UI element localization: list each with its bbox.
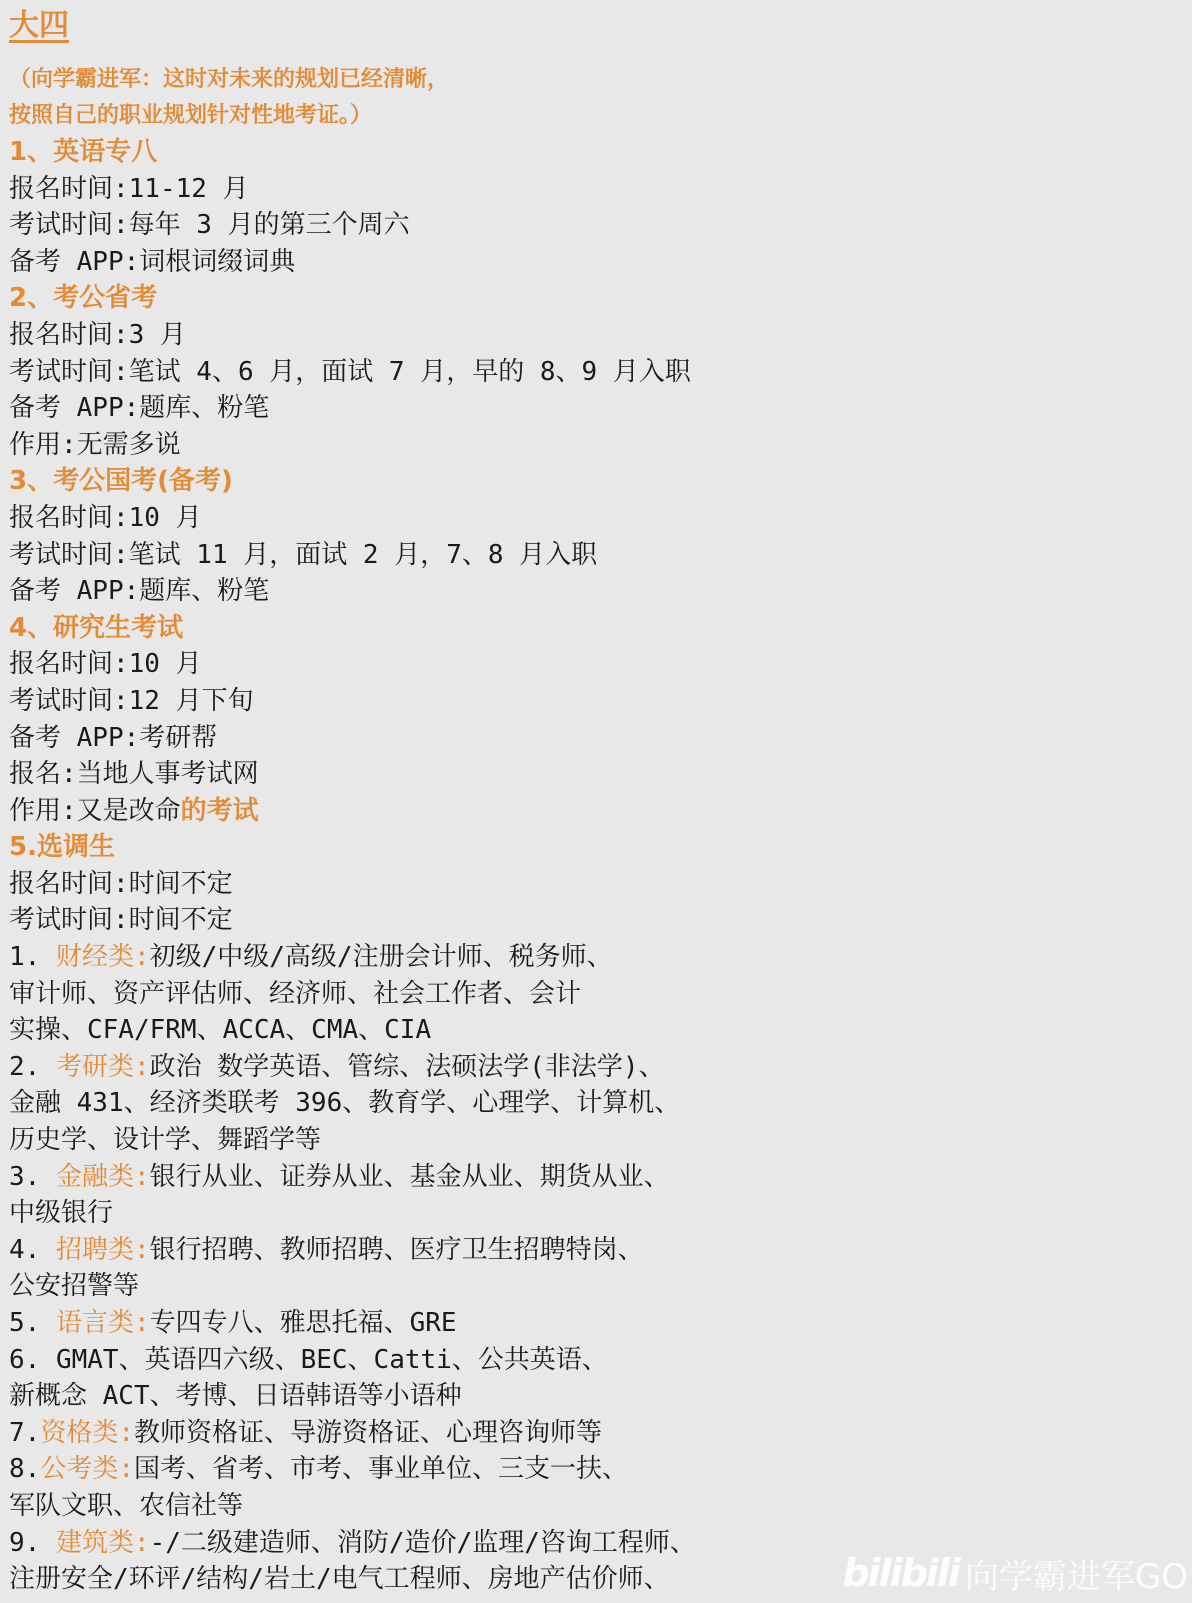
category-label: 金融类: bbox=[55, 1161, 150, 1192]
category-continuation: 金融 431、经济类联考 396、教育学、心理学、计算机、 bbox=[9, 1088, 681, 1119]
text-line: 考试时间:笔试 4、6 月，面试 7 月，早的 8、9 月入职 bbox=[9, 356, 691, 387]
category-continuation: 实操、CFA/FRM、ACCA、CMA、CIA bbox=[9, 1015, 432, 1046]
text-line: 备考 APP:题库、粉笔 bbox=[9, 576, 270, 607]
category-line bbox=[9, 1232, 1179, 1269]
text-line: 考试时间:12 月下旬 bbox=[9, 685, 254, 716]
category-number: 7. bbox=[9, 1417, 41, 1448]
text-line: 报名时间:时间不定 bbox=[9, 868, 233, 899]
category-text: 初级/中级/高级/注册会计师、税务师、 bbox=[149, 942, 613, 973]
watermark-author: 向学霸进军GO bbox=[964, 1556, 1188, 1597]
category-continuation: 军队文职、农信社等 bbox=[9, 1490, 244, 1521]
text-line: 报名:当地人事考试网 bbox=[9, 759, 259, 790]
category-text: 教师资格证、导游资格证、心理咨询师等 bbox=[133, 1417, 602, 1448]
text-line: 备考 APP:词根词缀词典 bbox=[9, 246, 296, 277]
section-heading: 1、英语专八 bbox=[9, 137, 158, 167]
text-line: 报名时间:10 月 bbox=[9, 649, 202, 680]
text-line: 报名时间:11-12 月 bbox=[9, 173, 249, 204]
text-line: 考试时间:每年 3 月的第三个周六 bbox=[9, 210, 410, 241]
category-line bbox=[9, 1049, 1179, 1086]
section-heading: 3、考公国考(备考) bbox=[9, 466, 233, 497]
category-number: 4. bbox=[9, 1234, 56, 1265]
text-line: 备考 APP:题库、粉笔 bbox=[9, 393, 270, 424]
text-line: 作用:无需多说 bbox=[9, 429, 181, 460]
category-continuation: 新概念 ACT、考博、日语韩语等小语种 bbox=[9, 1381, 462, 1412]
category-continuation: 中级银行 bbox=[9, 1198, 114, 1229]
category-label: 建筑类: bbox=[55, 1527, 150, 1558]
category-number: 5. bbox=[9, 1308, 56, 1338]
category-text: GMAT、英语四六级、BEC、Catti、公共英语、 bbox=[55, 1344, 608, 1375]
category-text: 银行招聘、教师招聘、医疗卫生招聘特岗、 bbox=[149, 1234, 644, 1265]
category-number: 2. bbox=[9, 1051, 56, 1082]
category-number: 6. bbox=[9, 1344, 56, 1375]
category-label: 财经类: bbox=[55, 942, 150, 973]
bilibili-logo: bilibili bbox=[842, 1551, 959, 1595]
category-line bbox=[9, 1159, 1179, 1196]
text-line: 报名时间:10 月 bbox=[9, 502, 202, 533]
category-text: -/二级建造师、消防/造价/监理/咨询工程师、 bbox=[149, 1527, 696, 1558]
category-label: 招聘类: bbox=[55, 1234, 150, 1265]
category-continuation: 注册安全/环评/结构/岩土/电气工程师、房地产估价师、 bbox=[9, 1564, 670, 1595]
section-heading: 5.选调生 bbox=[9, 832, 115, 863]
document-page bbox=[9, 0, 1179, 1598]
text-line: 报名时间:3 月 bbox=[9, 319, 186, 350]
category-number: 1. bbox=[9, 942, 56, 973]
category-label: 考研类: bbox=[55, 1051, 150, 1082]
category-continuation: 审计师、资产评估师、经济师、社会工作者、会计 bbox=[9, 978, 582, 1009]
intro-line-2: 按照自己的职业规划针对性地考证。） bbox=[9, 103, 373, 128]
page-title: 大四 bbox=[9, 8, 69, 43]
intro-line-1: （向学霸进军：这时对未来的规划已经清晰， bbox=[9, 67, 450, 92]
category-line bbox=[9, 1451, 1179, 1488]
text-line: 备考 APP:考研帮 bbox=[9, 722, 218, 753]
category-line bbox=[9, 939, 1179, 976]
text-line: 考试时间:时间不定 bbox=[9, 905, 233, 936]
category-label: 语言类: bbox=[55, 1308, 150, 1338]
category-text: 专四专八、雅思托福、GRE bbox=[149, 1308, 457, 1338]
text-plain: 作用:又是改命 bbox=[9, 795, 181, 826]
section-heading: 2、考公省考 bbox=[9, 283, 158, 314]
text-line: 考试时间:笔试 11 月，面试 2 月，7、8 月入职 bbox=[9, 539, 598, 570]
category-continuation: 公安招警等 bbox=[9, 1271, 140, 1302]
category-label: 资格类: bbox=[40, 1417, 134, 1448]
category-text: 银行从业、证券从业、基金从业、期货从业、 bbox=[149, 1161, 670, 1192]
category-label: 公考类: bbox=[40, 1454, 134, 1485]
category-line bbox=[9, 1415, 1179, 1452]
category-text: 政治 数学英语、管综、法硕法学(非法学)、 bbox=[149, 1051, 665, 1082]
category-number: 8. bbox=[9, 1454, 41, 1485]
category-line bbox=[9, 1342, 1179, 1379]
text-highlight: 的考试 bbox=[180, 795, 259, 826]
bilibili-watermark bbox=[842, 1549, 1188, 1597]
category-continuation: 历史学、设计学、舞蹈学等 bbox=[9, 1125, 322, 1156]
text-line bbox=[9, 793, 1179, 830]
category-number: 3. bbox=[9, 1161, 56, 1192]
category-number: 9. bbox=[9, 1527, 56, 1558]
category-text: 国考、省考、市考、事业单位、三支一扶、 bbox=[133, 1454, 628, 1485]
section-heading: 4、研究生考试 bbox=[9, 612, 184, 643]
category-line bbox=[9, 1305, 1179, 1342]
